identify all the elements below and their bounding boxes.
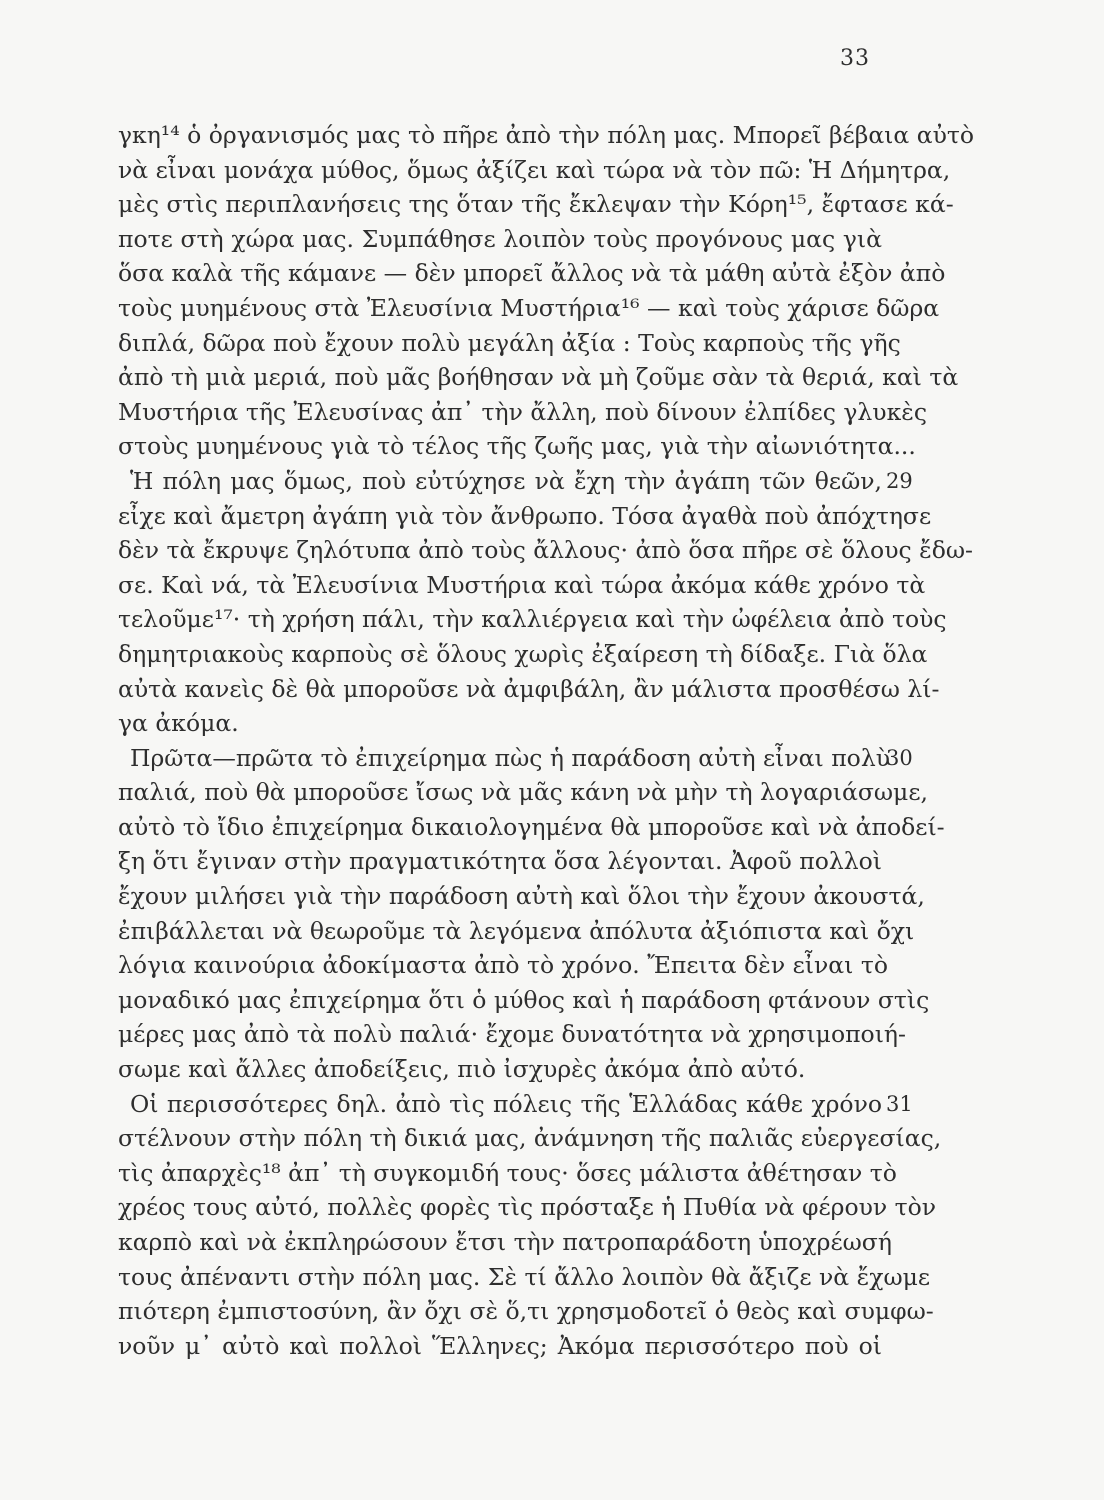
- text-line: γα ἀκόμα.: [118, 709, 239, 738]
- text-line: νὰ εἶναι μονάχα μύθος, ὅμως ἀξίζει καὶ τώρα νὰ τὸν πῶ: Ἡ Δήμητρα,: [118, 155, 951, 184]
- text-line: αὐτὸ τὸ ἴδιο ἐπιχείρημα δικαιολογημένα θὰ μποροῦσε καὶ νὰ ἀποδεί-: [118, 812, 945, 841]
- margin-section-number: 30: [886, 745, 913, 770]
- page-number: 33: [840, 46, 870, 71]
- text-line: [118, 464, 913, 499]
- text-line: δὲν τὰ ἔκρυψε ζηλότυπα ἀπὸ τοὺς ἄλλους· ἀπὸ ὅσα πῆρε σὲ ὅλους ἔδω-: [118, 536, 973, 565]
- text-line: στέλνουν στὴν πόλη τὴ δικιά μας, ἀνάμνηση τῆς παλιᾶς εὐεργεσίας,: [118, 1124, 942, 1153]
- text-line: καρπὸ καὶ νὰ ἐκπληρώσουν ἔτσι τὴν πατροπαράδοτη ὑποχρέωσή: [118, 1228, 892, 1256]
- text-line: στοὺς μυημένους γιὰ τὸ τέλος τῆς ζωῆς μας, γιὰ τὴν αἰωνιότητα...: [118, 432, 916, 461]
- paragraph-30-first-line: Πρῶτα—πρῶτα τὸ ἐπιχείρημα πὼς ἡ παράδοση αὐτὴ εἶναι πολὺ: [130, 743, 891, 772]
- text-line: ὅσα καλὰ τῆς κάμανε — δὲν μπορεῖ ἄλλος νὰ τὰ μάθη αὐτὰ ἐξὸν ἀπὸ: [118, 259, 946, 288]
- text-line: λόγια καινούρια ἀδοκίμαστα ἀπὸ τὸ χρόνο. Ἔπειτα δὲν εἶναι τὸ: [118, 951, 888, 980]
- main-text: [118, 118, 975, 1363]
- text-line: σωμε καὶ ἄλλες ἀποδείξεις, πιὸ ἰσχυρὲς ἀκόμα ἀπὸ αὐτό.: [118, 1055, 806, 1084]
- text-line: ἀπὸ τὴ μιὰ μεριά, ποὺ μᾶς βοήθησαν νὰ μὴ ζοῦμε σὰν τὰ θεριά, καὶ τὰ: [118, 363, 959, 392]
- text-line: [118, 1087, 913, 1122]
- paragraph-31-first-line: Οἱ περισσότερες δηλ. ἀπὸ τὶς πόλεις τῆς Ἑλλάδας κάθε χρόνο: [130, 1089, 882, 1118]
- text-line: μοναδικό μας ἐπιχείρημα ὅτι ὁ μύθος καὶ ἡ παράδοση φτάνουν στὶς: [118, 985, 930, 1014]
- paragraph-29-first-line: Ἡ πόλη μας ὅμως, ποὺ εὐτύχησε νὰ ἔχη τὴν ἀγάπη τῶν θεῶν,: [130, 466, 882, 495]
- text-line: τους ἀπέναντι στὴν πόλη μας. Σὲ τί ἄλλο λοιπὸν θὰ ἄξιζε νὰ ἔχωμε: [118, 1262, 931, 1291]
- text-line: τὶς ἀπαρχὲς¹⁸ ἀπ᾽ τὴ συγκομιδή τους· ὅσες μάλιστα ἀθέτησαν τὸ: [118, 1158, 897, 1187]
- text-line: τελοῦμε¹⁷· τὴ χρήση πάλι, τὴν καλλιέργεια καὶ τὴν ὠφέλεια ἀπὸ τοὺς: [118, 605, 947, 634]
- text-line: εἶχε καὶ ἄμετρη ἀγάπη γιὰ τὸν ἄνθρωπο. Τόσα ἀγαθὰ ποὺ ἀπόχτησε: [118, 501, 932, 530]
- text-line: ἔχουν μιλήσει γιὰ τὴν παράδοση αὐτὴ καὶ ὅλοι τὴν ἔχουν ἀκουστά,: [118, 882, 925, 911]
- text-line: δημητριακοὺς καρποὺς σὲ ὅλους χωρὶς ἐξαίρεση τὴ δίδαξε. Γιὰ ὅλα: [118, 639, 928, 668]
- text-line: σε. Καὶ νά, τὰ Ἐλευσίνια Μυστήρια καὶ τώρα ἀκόμα κάθε χρόνο τὰ: [118, 570, 926, 599]
- text-line: ἐπιβάλλεται νὰ θεωροῦμε τὰ λεγόμενα ἀπόλυτα ἀξιόπιστα καὶ ὄχι: [118, 916, 915, 945]
- text-line: γκη¹⁴ ὁ ὀργανισμός μας τὸ πῆρε ἀπὸ τὴν πόλη μας. Μπορεῖ βέβαια αὐτὸ: [118, 121, 975, 149]
- text-line: νοῦν μ᾽ αὐτὸ καὶ πολλοὶ Ἕλληνες; Ἀκόμα περισσότερο ποὺ οἱ: [118, 1331, 882, 1360]
- text-line: πιότερη ἐμπιστοσύνη, ἂν ὄχι σὲ ὅ,τι χρησμοδοτεῖ ὁ θεὸς καὶ συμφω-: [118, 1297, 934, 1326]
- text-line: χρέος τους αὐτό, πολλὲς φορὲς τὶς πρόσταξε ἡ Πυθία νὰ φέρουν τὸν: [118, 1193, 937, 1222]
- text-line: τοὺς μυημένους στὰ Ἐλευσίνια Μυστήρια¹⁶ — καὶ τοὺς χάρισε δῶρα: [118, 293, 940, 322]
- margin-section-number: 31: [886, 1091, 913, 1116]
- margin-section-number: 29: [886, 468, 913, 493]
- text-line: μέρες μας ἀπὸ τὰ πολὺ παλιά· ἔχομε δυνατότητα νὰ χρησιμοποιή-: [118, 1020, 906, 1049]
- text-line: αὐτὰ κανεὶς δὲ θὰ μποροῦσε νὰ ἀμφιβάλη, ἂν μάλιστα προσθέσω λί-: [118, 674, 940, 703]
- text-line: ξη ὅτι ἔγιναν στὴν πραγματικότητα ὅσα λέγονται. Ἀφοῦ πολλοὶ: [118, 847, 882, 876]
- text-line: ποτε στὴ χώρα μας. Συμπάθησε λοιπὸν τοὺς προγόνους μας γιὰ: [118, 224, 882, 253]
- text-line: διπλά, δῶρα ποὺ ἔχουν πολὺ μεγάλη ἀξία : Τοὺς καρποὺς τῆς γῆς: [118, 328, 901, 357]
- text-line: παλιά, ποὺ θὰ μποροῦσε ἴσως νὰ μᾶς κάνη νὰ μὴν τὴ λογαριάσωμε,: [118, 778, 928, 807]
- text-line: [118, 741, 913, 776]
- text-line: μὲς στὶς περιπλανήσεις της ὅταν τῆς ἔκλεψαν τὴν Κόρη¹⁵, ἔφτασε κά-: [118, 190, 954, 219]
- text-line: Μυστήρια τῆς Ἐλευσίνας ἀπ᾽ τὴν ἄλλη, ποὺ δίνουν ἐλπίδες γλυκὲς: [118, 397, 928, 426]
